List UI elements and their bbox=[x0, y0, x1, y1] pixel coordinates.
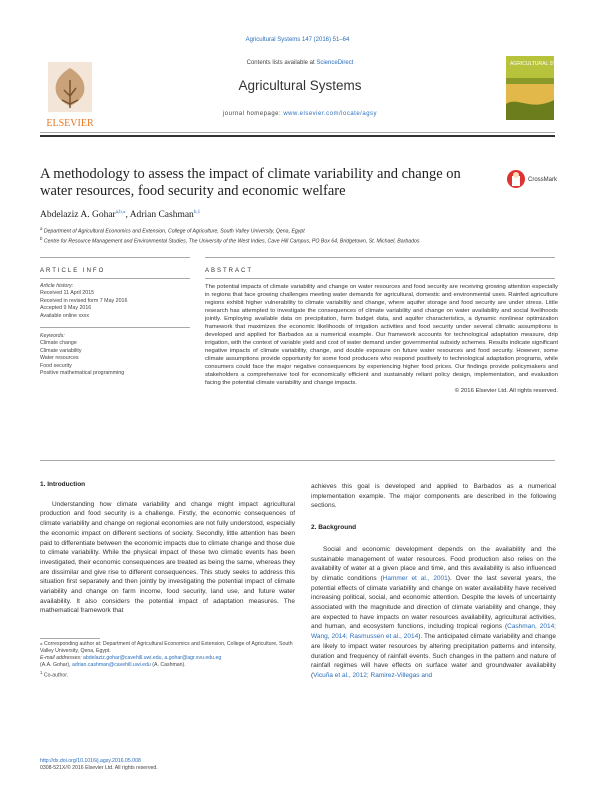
keyword-item: Water resources bbox=[40, 355, 79, 362]
footnote-rule bbox=[40, 638, 100, 639]
abstract-body bbox=[205, 283, 558, 395]
right-column bbox=[311, 482, 556, 681]
footnote-coauthor bbox=[40, 669, 295, 680]
cover-title: AGRICULTURAL SYSTEMS bbox=[510, 61, 574, 67]
journal-cover-image bbox=[506, 56, 574, 120]
cite-cashman-wang-rasmussen[interactable]: Cashman, 2014; Wang, 2014; Rasmussen et al., 2014 bbox=[311, 623, 556, 641]
footnotes bbox=[40, 641, 295, 680]
footnote-coauthor-text: Co-author. bbox=[43, 672, 69, 679]
author-gohar-sup[interactable]: a,b, bbox=[115, 210, 123, 215]
history-label: Article history: bbox=[40, 283, 74, 289]
bg-text-2: ). Over the last several years, the potential effects of climate variability and change on water availability have received increasing political, social, and economic attention. Despite the levels of uncertainty associated with the magnitude and direction of climate variability and change, they are expected to have impacts on water resources availability, agricultural activities, and human, and ecosystem functions, including tropical regions ( bbox=[311, 574, 557, 631]
elsevier-logo bbox=[40, 60, 100, 130]
author-cashman-sup[interactable]: b,1 bbox=[193, 210, 201, 215]
email-names-2: (A. Cashman). bbox=[152, 662, 186, 668]
affiliation-a bbox=[40, 226, 305, 235]
affiliation-b bbox=[40, 236, 419, 245]
abstract-rule-top bbox=[205, 257, 555, 258]
email-names-1: (A.A. Gohar), bbox=[40, 662, 71, 668]
doi-block bbox=[40, 758, 340, 772]
cite-hammer[interactable]: Hammer et al., 2001 bbox=[382, 574, 448, 582]
info-rule bbox=[40, 278, 190, 279]
cite-vicuna-ramirez[interactable]: Vicuña et al., 2012; Ramirez-Villegas and bbox=[313, 671, 433, 679]
affil-b-sup: b bbox=[40, 236, 43, 241]
history-item: Accepted 9 May 2016 bbox=[40, 305, 92, 312]
affil-a-text: Department of Agricultural Economics and Extension, College of Agriculture, South Valley University, Qena, Egypt bbox=[43, 228, 305, 235]
intro-continuation: achieves this goal is developed and applied to Barbados as a numerical implementation example. The major components are described in the following sections. bbox=[311, 483, 556, 510]
history-item: Received 11 April 2015 bbox=[40, 290, 95, 297]
info-rule-top bbox=[40, 257, 190, 258]
article-title: A methodology to assess the impact of climate variability and change on water resources, food security and economic welfare bbox=[40, 166, 461, 199]
author-list bbox=[40, 209, 200, 220]
journal-homepage bbox=[120, 111, 480, 117]
footnote-one-sup: 1 bbox=[40, 670, 43, 675]
header-rule bbox=[40, 135, 555, 137]
homepage-prefix: journal homepage: bbox=[222, 111, 284, 117]
journal-masthead bbox=[120, 60, 480, 117]
journal-title: Agricultural Systems bbox=[238, 78, 362, 93]
left-column bbox=[40, 480, 295, 616]
email-gohar-link[interactable]: abdelaziz.gohar@cavehill.uwi.edu, a.gohar@agr.svu.edu.eg bbox=[82, 655, 222, 661]
article-info-heading: ARTICLE INFO bbox=[40, 268, 106, 274]
sciencedirect-link[interactable]: ScienceDirect bbox=[316, 60, 354, 66]
footnote-email-names bbox=[40, 662, 295, 669]
history-item: Received in revised form 7 May 2016 bbox=[40, 297, 128, 304]
email-cashman-link[interactable]: adrian.cashman@cavehill.uwi.edu bbox=[72, 662, 151, 668]
abstract-copyright: © 2016 Elsevier Ltd. All rights reserved. bbox=[454, 388, 558, 394]
keywords-label: Keywords: bbox=[40, 333, 65, 340]
footnote-emails bbox=[40, 655, 295, 662]
keyword-item: Climate change bbox=[40, 340, 77, 347]
affil-a-sup: a bbox=[40, 226, 43, 231]
abstract-heading: ABSTRACT bbox=[205, 268, 254, 274]
article-info bbox=[40, 283, 190, 377]
doi-link[interactable]: http://dx.doi.org/10.1016/j.agsy.2016.05.008 bbox=[40, 758, 141, 764]
abstract-text: The potential impacts of climate variability and change on water resources and food security are receiving growing attention especially in regions that face growing challenges meeting water demands for agricultural, domestic and environmental uses. Rainfed agriculture regions exhibit higher vulnerability to climate variability and change, where aquifer storage and food security are under stress. Little research has attempted to investigate the consequences of climate variability and change on water availability and social livelihoods jointly. Employing available data on precipitation, farm budget data, and aquifer characteristics, a dynamic nonlinear optimization framework that maximizes the economic likelihoods of irrigation activities and food security under several climatic assumptions is developed and applied for Barbados as a numerical example. Our framework accounts for technological adaptation measure, drip irrigation, with the context of variable yield and cost of water demand under governmental subsidy schemes. Results indicate significant negative impacts of climate variability, change, and double exposure on future water resources and food security. However, some climate assumptions provide opportunity for some food producers who respond positively to technological adaptation programs, while consumers could face the major negative consequences by experiencing higher food prices. Our findings provide policymakers and stakeholders a comprehensive tool for economically efficient and sustainably reliant policy design, implementation, and evaluation facing the potential climate variability and change impacts. bbox=[205, 284, 558, 386]
contents-line bbox=[120, 60, 480, 66]
contents-prefix: Contents lists available at bbox=[246, 60, 317, 66]
author-gohar[interactable]: Abdelaziz A. Gohar bbox=[40, 210, 116, 221]
elsevier-wordmark: ELSEVIER bbox=[46, 118, 94, 129]
intro-heading: 1. Introduction bbox=[40, 481, 86, 488]
homepage-link[interactable]: www.elsevier.com/locate/agsy bbox=[283, 111, 378, 117]
bg-text-1: Social and economic development depends on the availability and the sustainable management of water resources. Food production also relies on the availability of water at a given place and time, and this availability is also influenced by climatic conditions ( bbox=[311, 545, 556, 582]
background-paragraph bbox=[311, 545, 556, 681]
affil-b-text: Centre for Resource Management and Environmental Studies, The University of the West Indies, Cave Hill Campus, PO Box 64, Bridgetown, St. Michael, Barbados bbox=[43, 238, 420, 245]
footnote-star: ⁎ bbox=[40, 641, 43, 647]
keywords-rule bbox=[40, 327, 190, 328]
abstract-rule bbox=[205, 278, 555, 279]
intro-paragraph: Understanding how climate variability and change might impact agricultural production and food security is a challenge. Firstly, the economic consequences of climate variability and change on regional economies are not fully understood, especially the economic impact on different sections of society. Secondly, little attention has been paid to differentiate between the economic impacts due to climate change and those due to climate variability. While the physical impact of these two climatic events has been investigated, their economic consequences are treated as being the same, whereas they are dissimilar and give rise to different consequences. This study seeks to address this situation first separately and then jointly by investigating the potential impact of climate variability and change on farm income, food security, land use, and future water availability. It also considers the potential impact of adaptation measures. The mathematical framework that bbox=[40, 500, 295, 615]
crossmark-label: CrossMark bbox=[528, 177, 558, 183]
history-item: Available online xxxx bbox=[40, 312, 90, 319]
crossmark-badge[interactable] bbox=[505, 168, 558, 190]
author-cashman[interactable]: Adrian Cashman bbox=[129, 210, 194, 221]
footnote-corresponding-text: Corresponding author at: Department of Agricultural Economics and Extension, College of Agriculture, South Valley University, Qena, Egypt. bbox=[40, 641, 293, 654]
journal-reference[interactable]: Agricultural Systems 147 (2016) 51–64 bbox=[245, 37, 350, 43]
bg-text-3: ). The anticipated climate variability and change are likely to impact water resources by altering precipitation patterns and intensity, duration and frequency of rainfall events. Such changes in the pattern and nature of rainfall regimes will have effects on surface water and groundwater availability ( bbox=[311, 633, 556, 679]
author-separator: , bbox=[125, 210, 130, 221]
email-label: E-mail addresses: bbox=[40, 655, 82, 661]
keyword-item: Food security bbox=[40, 362, 72, 369]
header-rule-top bbox=[40, 132, 555, 133]
corresponding-star[interactable]: ⁎ bbox=[122, 210, 126, 215]
background-heading: 2. Background bbox=[311, 524, 357, 532]
abstract-bottom-rule bbox=[40, 460, 555, 461]
footnote-corresponding bbox=[40, 641, 295, 655]
keyword-item: Climate variability bbox=[40, 347, 82, 354]
keyword-item: Positive mathematical programming bbox=[40, 370, 125, 377]
issn-line: 0308-521X/© 2016 Elsevier Ltd. All rights reserved. bbox=[40, 765, 158, 771]
